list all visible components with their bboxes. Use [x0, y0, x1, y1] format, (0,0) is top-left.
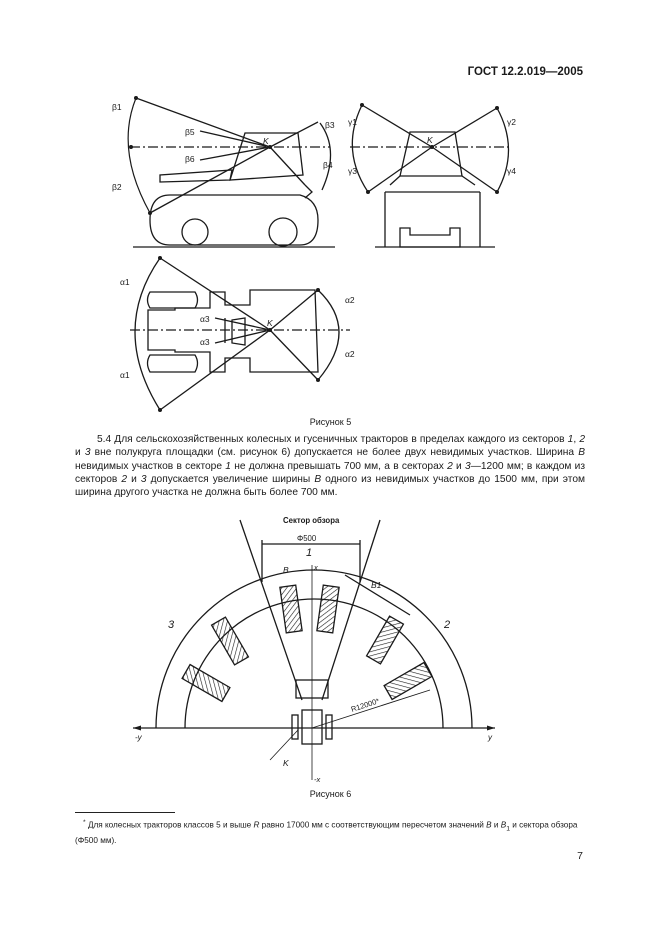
width-label: Φ500 [297, 534, 317, 543]
y-right-label: y [488, 733, 492, 742]
label-alpha3-top: α3 [200, 314, 210, 324]
figure-5-caption: Рисунок 5 [309, 417, 352, 427]
label-beta2: β2 [112, 182, 122, 192]
b-label: B [283, 565, 289, 575]
label-gamma1: γ1 [348, 117, 357, 127]
label-k-side: K [263, 136, 269, 146]
label-beta1: β1 [112, 102, 122, 112]
b1-label: B1 [371, 580, 382, 590]
x-top-label: x [314, 563, 318, 572]
radius-label: R12000* [349, 696, 381, 714]
paragraph-5-4: 5.4 Для сельскохозяйственных колесных и гусеничных тракторов в пределах каждого из секторов 1, 2 и 3 вне полукруга площадки (см. рисунок 6) допускается не более двух невидимых участков. Ширина В невидимых участков в секторе 1 не должна превышать 700 мм, а в секторах 2 и 3—1200 мм; в каждом из секторов 2 и 3 допускается увеличение ширины В одного из невидимых участков до 1500 мм, при этом ширина другого участка не должна быть более 700 мм. [75, 434, 586, 499]
standard-header: ГОСТ 12.2.019—2005 [467, 66, 583, 78]
label-alpha2-bottom: α2 [345, 349, 355, 359]
footnote: * Для колесных тракторов классов 5 и выше R равно 17000 мм с соответствующим пересчетом значений В и $В_1$ и сектора обзора (Φ500 мм). [75, 819, 578, 845]
label-alpha2-top: α2 [345, 295, 355, 305]
label-beta3: β3 [325, 120, 335, 130]
label-k-plan: K [267, 318, 273, 328]
label-gamma4: γ4 [507, 166, 516, 176]
label-beta6: β6 [185, 154, 195, 164]
footnote-separator [75, 812, 175, 813]
figure-6-caption: Рисунок 6 [309, 789, 352, 799]
label-alpha1-top: α1 [120, 277, 130, 287]
label-beta4: β4 [323, 160, 333, 170]
label-gamma2: γ2 [507, 117, 516, 127]
label-alpha3-bottom: α3 [200, 337, 210, 347]
label-k-front: K [427, 135, 433, 145]
label-gamma3: γ3 [348, 166, 357, 176]
sector-2-label: 2 [444, 619, 451, 631]
x-bottom-label: -x [314, 775, 321, 784]
label-beta5: β5 [185, 127, 195, 137]
sector-3-label: 3 [168, 619, 175, 631]
y-left-label: -y [135, 733, 142, 742]
label-alpha1-bottom: α1 [120, 370, 130, 380]
sector-1-label: 1 [306, 547, 313, 559]
outer-semicircle [156, 570, 472, 728]
k-label: K [283, 758, 289, 768]
page-number: 7 [577, 850, 583, 862]
fig6-title: Сектор обзора [283, 516, 340, 525]
